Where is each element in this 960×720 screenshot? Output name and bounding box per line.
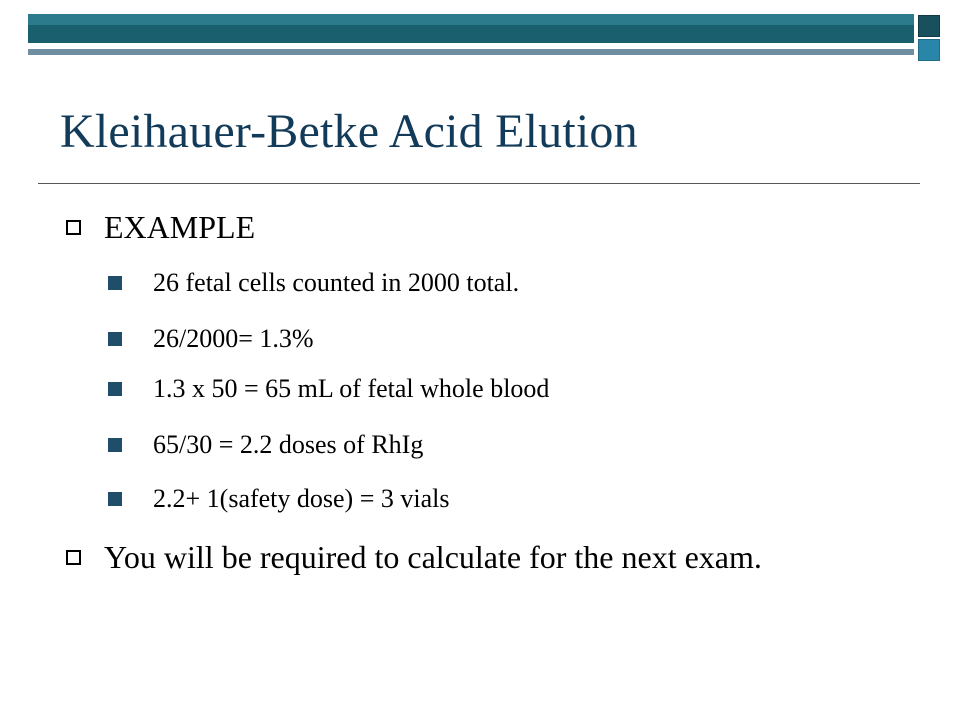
- bullet-exam-note: [66, 536, 844, 578]
- filled-square-bullet-icon: [108, 438, 122, 452]
- bullet-text: You will be required to calculate for the next exam.: [104, 539, 762, 575]
- hollow-square-bullet-icon: [66, 220, 81, 235]
- filled-square-bullet-icon: [108, 276, 122, 290]
- sub-bullet: [108, 372, 549, 406]
- sub-bullet-text: 26 fetal cells counted in 2000 total.: [153, 268, 520, 297]
- slide-title: Kleihauer-Betke Acid Elution: [60, 105, 638, 158]
- sub-bullet-text: 1.3 x 50 = 65 mL of fetal whole blood: [153, 374, 550, 403]
- filled-square-bullet-icon: [108, 492, 122, 506]
- filled-square-bullet-icon: [108, 332, 122, 346]
- sub-bullet: [108, 428, 423, 462]
- bullet-example: [66, 206, 844, 248]
- bullet-text: EXAMPLE: [104, 209, 256, 245]
- hollow-square-bullet-icon: [66, 550, 81, 565]
- sub-bullet: [108, 266, 519, 300]
- sub-bullet-text: 2.2+ 1(safety dose) = 3 vials: [153, 484, 450, 513]
- sub-bullet-text: 26/2000= 1.3%: [153, 324, 314, 353]
- sub-bullet-text: 65/30 = 2.2 doses of RhIg: [153, 430, 424, 459]
- filled-square-bullet-icon: [108, 382, 122, 396]
- sub-bullet: [108, 322, 314, 356]
- sub-bullet: [108, 482, 450, 516]
